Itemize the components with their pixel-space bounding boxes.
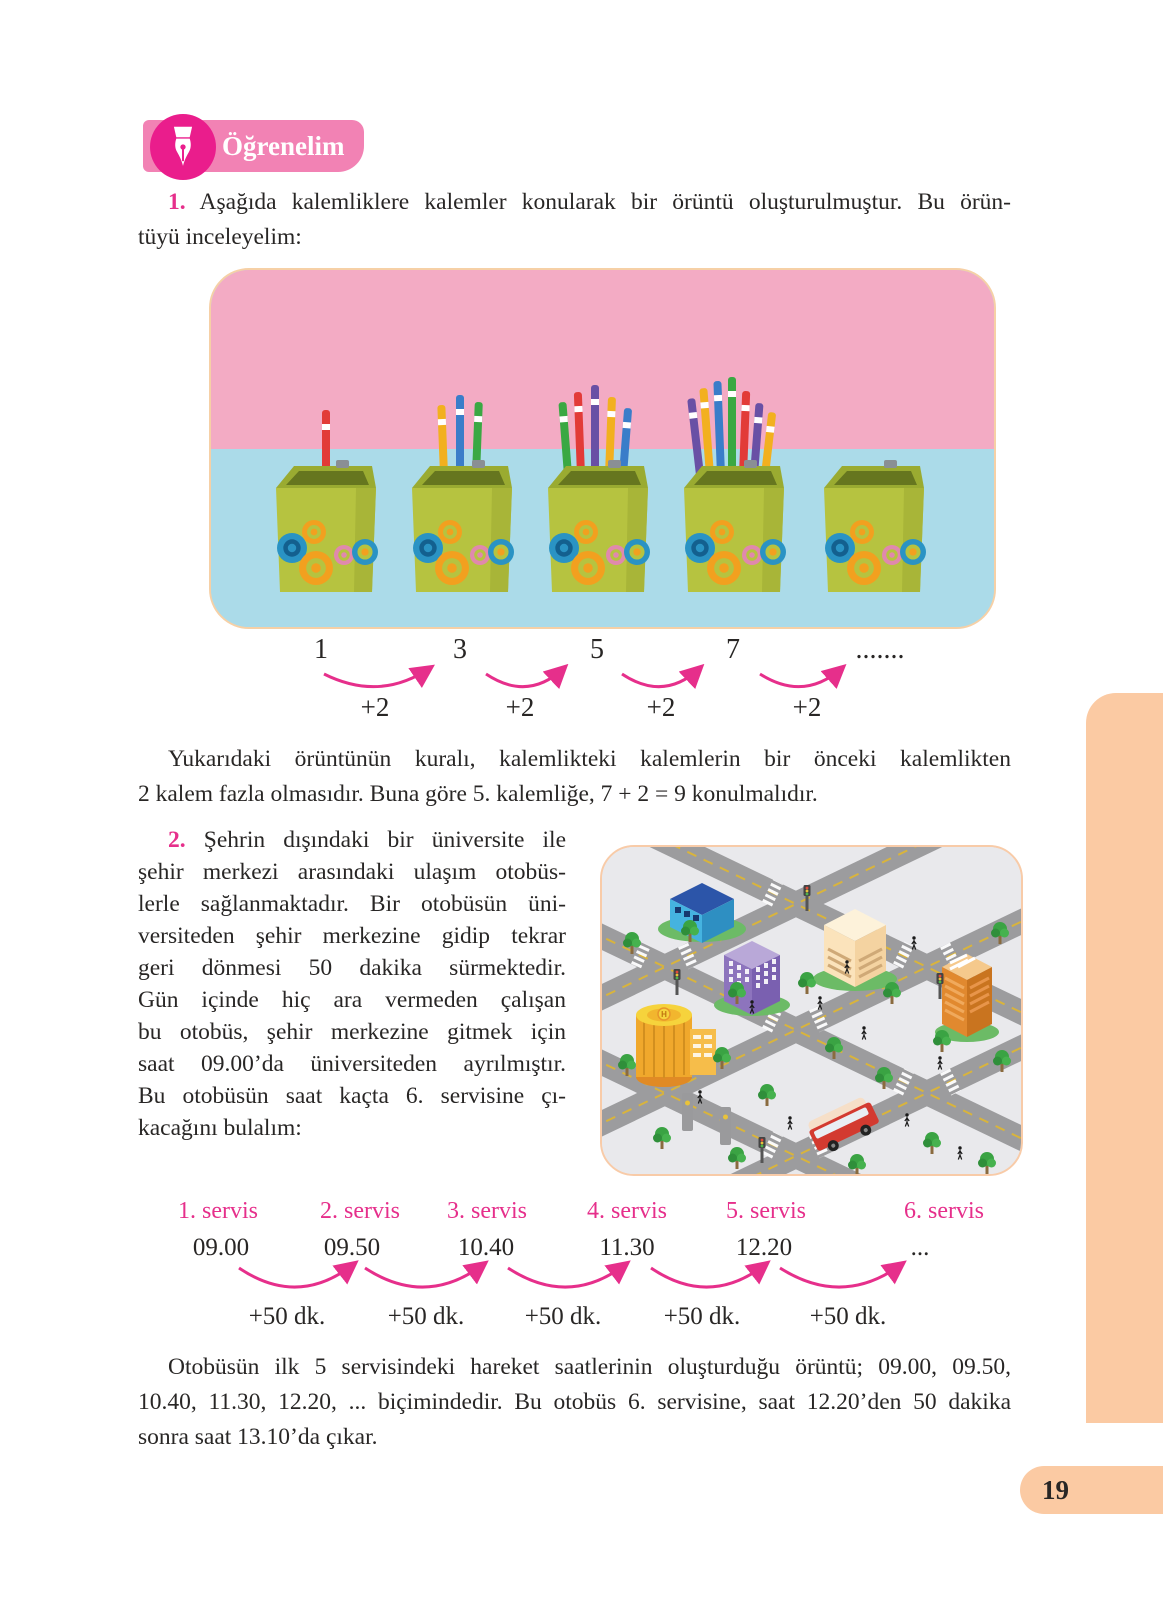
problem2-conclusion [138,1350,1011,1455]
paragraph-line: Yukarıdaki örüntünün kuralı, kalemlikteki kalemlerin bir önceki kalemlikten [168,746,1011,772]
schedule-step-label: +50 dk. [248,1303,326,1330]
paragraph-line: Bu otobüsün saat kaçta 6. servisine çı- [138,1083,566,1109]
service-time: 09.50 [323,1234,381,1261]
sharpener-icon [336,460,349,468]
page-number: 19 [1042,1475,1069,1505]
pattern-step-label: +2 [360,692,390,722]
paragraph-line: Otobüsün ilk 5 servisindeki hareket saatlerinin oluşturduğu örüntü; 09.00, 09.50, [168,1354,1011,1380]
city-illustration [600,845,1023,1176]
service-label: 4. servis [587,1198,667,1224]
pattern-value: 1 [314,634,328,665]
paragraph-line: bu otobüs, şehir merkezine gitmek için [138,1019,566,1045]
schedule-step-label: +50 dk. [387,1303,465,1330]
building-orange-tower [935,954,999,1042]
pattern-step-label: +2 [505,692,535,722]
service-label: 6. servis [904,1198,984,1224]
service-time: 12.20 [735,1234,793,1261]
sharpener-icon [744,460,757,468]
pattern-ellipsis: ....... [855,634,905,665]
pencil-holders-illustration [209,268,996,629]
paragraph-line: 2 kalem fazla olmasıdır. Buna göre 5. kalemliğe, 7 + 2 = 9 konulmalıdır. [138,781,818,807]
service-label: 5. servis [726,1198,806,1224]
paragraph-line: sonra saat 13.10’da çıkar. [138,1424,378,1450]
service-label: 3. servis [447,1198,527,1224]
sharpener-icon [608,460,621,468]
pencil-holder [824,460,926,592]
paragraph-line: saat 09.00’da üniversiteden ayrılmıştır. [138,1051,566,1077]
paragraph-line: versiteden şehir merkezine gidip tekrar [138,923,566,949]
sharpener-icon [884,460,897,468]
service-time: ... [910,1234,930,1261]
pattern-arrows [209,664,992,704]
service-label: 2. servis [320,1198,400,1224]
svg-text:H: H [661,1010,667,1019]
service-time: 09.00 [192,1234,250,1261]
schedule-step-label: +50 dk. [524,1303,602,1330]
pattern-value: 7 [726,634,740,665]
paragraph-line: kacağını bulalım: [138,1115,302,1141]
paragraph-line: şehir merkezi arasındaki ulaşım otobüs- [138,859,566,885]
paragraph-line: 2. Şehrin dışındaki bir üniversite ile [168,827,567,853]
section-title: Öğrenelim [222,131,345,161]
pattern-step-label: +2 [646,692,676,722]
problem1-explanation [138,742,1011,812]
pattern-value: 3 [453,634,467,665]
paragraph-line: tüyü inceleyelim: [138,224,302,250]
paragraph-line: 1. Aşağıda kalemliklere kalemler konularak bir örüntü oluşturulmuştur. Bu örün- [168,189,1011,215]
service-label: 1. servis [178,1198,258,1224]
schedule-step-label: +50 dk. [809,1303,887,1330]
paragraph-line: lerle sağlanmaktadır. Bir otobüsün üni- [138,891,566,917]
service-time: 10.40 [457,1234,515,1261]
pattern-step-label: +2 [792,692,822,722]
paragraph-line: 10.40, 11.30, 12.20, ... biçimindedir. Bu otobüs 6. servisine, saat 12.20’den 50 dakika [138,1389,1011,1415]
problem1-intro [138,185,1011,255]
paragraph-line: Gün içinde hiç ara vermeden çalışan [138,987,566,1013]
pattern-value: 5 [590,634,604,665]
problem2-text [138,824,566,1144]
section-header-circle [150,114,216,180]
schedule-step-label: +50 dk. [663,1303,741,1330]
sharpener-icon [472,460,485,468]
page-side-strip [1086,693,1163,1423]
pen-nib-icon [166,126,200,168]
paragraph-line: geri dönmesi 50 dakika sürmektedir. [138,955,566,981]
service-time: 11.30 [599,1234,655,1261]
page-number-badge [1020,1466,1163,1514]
problem-number: 2. [168,827,186,853]
problem-number: 1. [168,189,186,215]
